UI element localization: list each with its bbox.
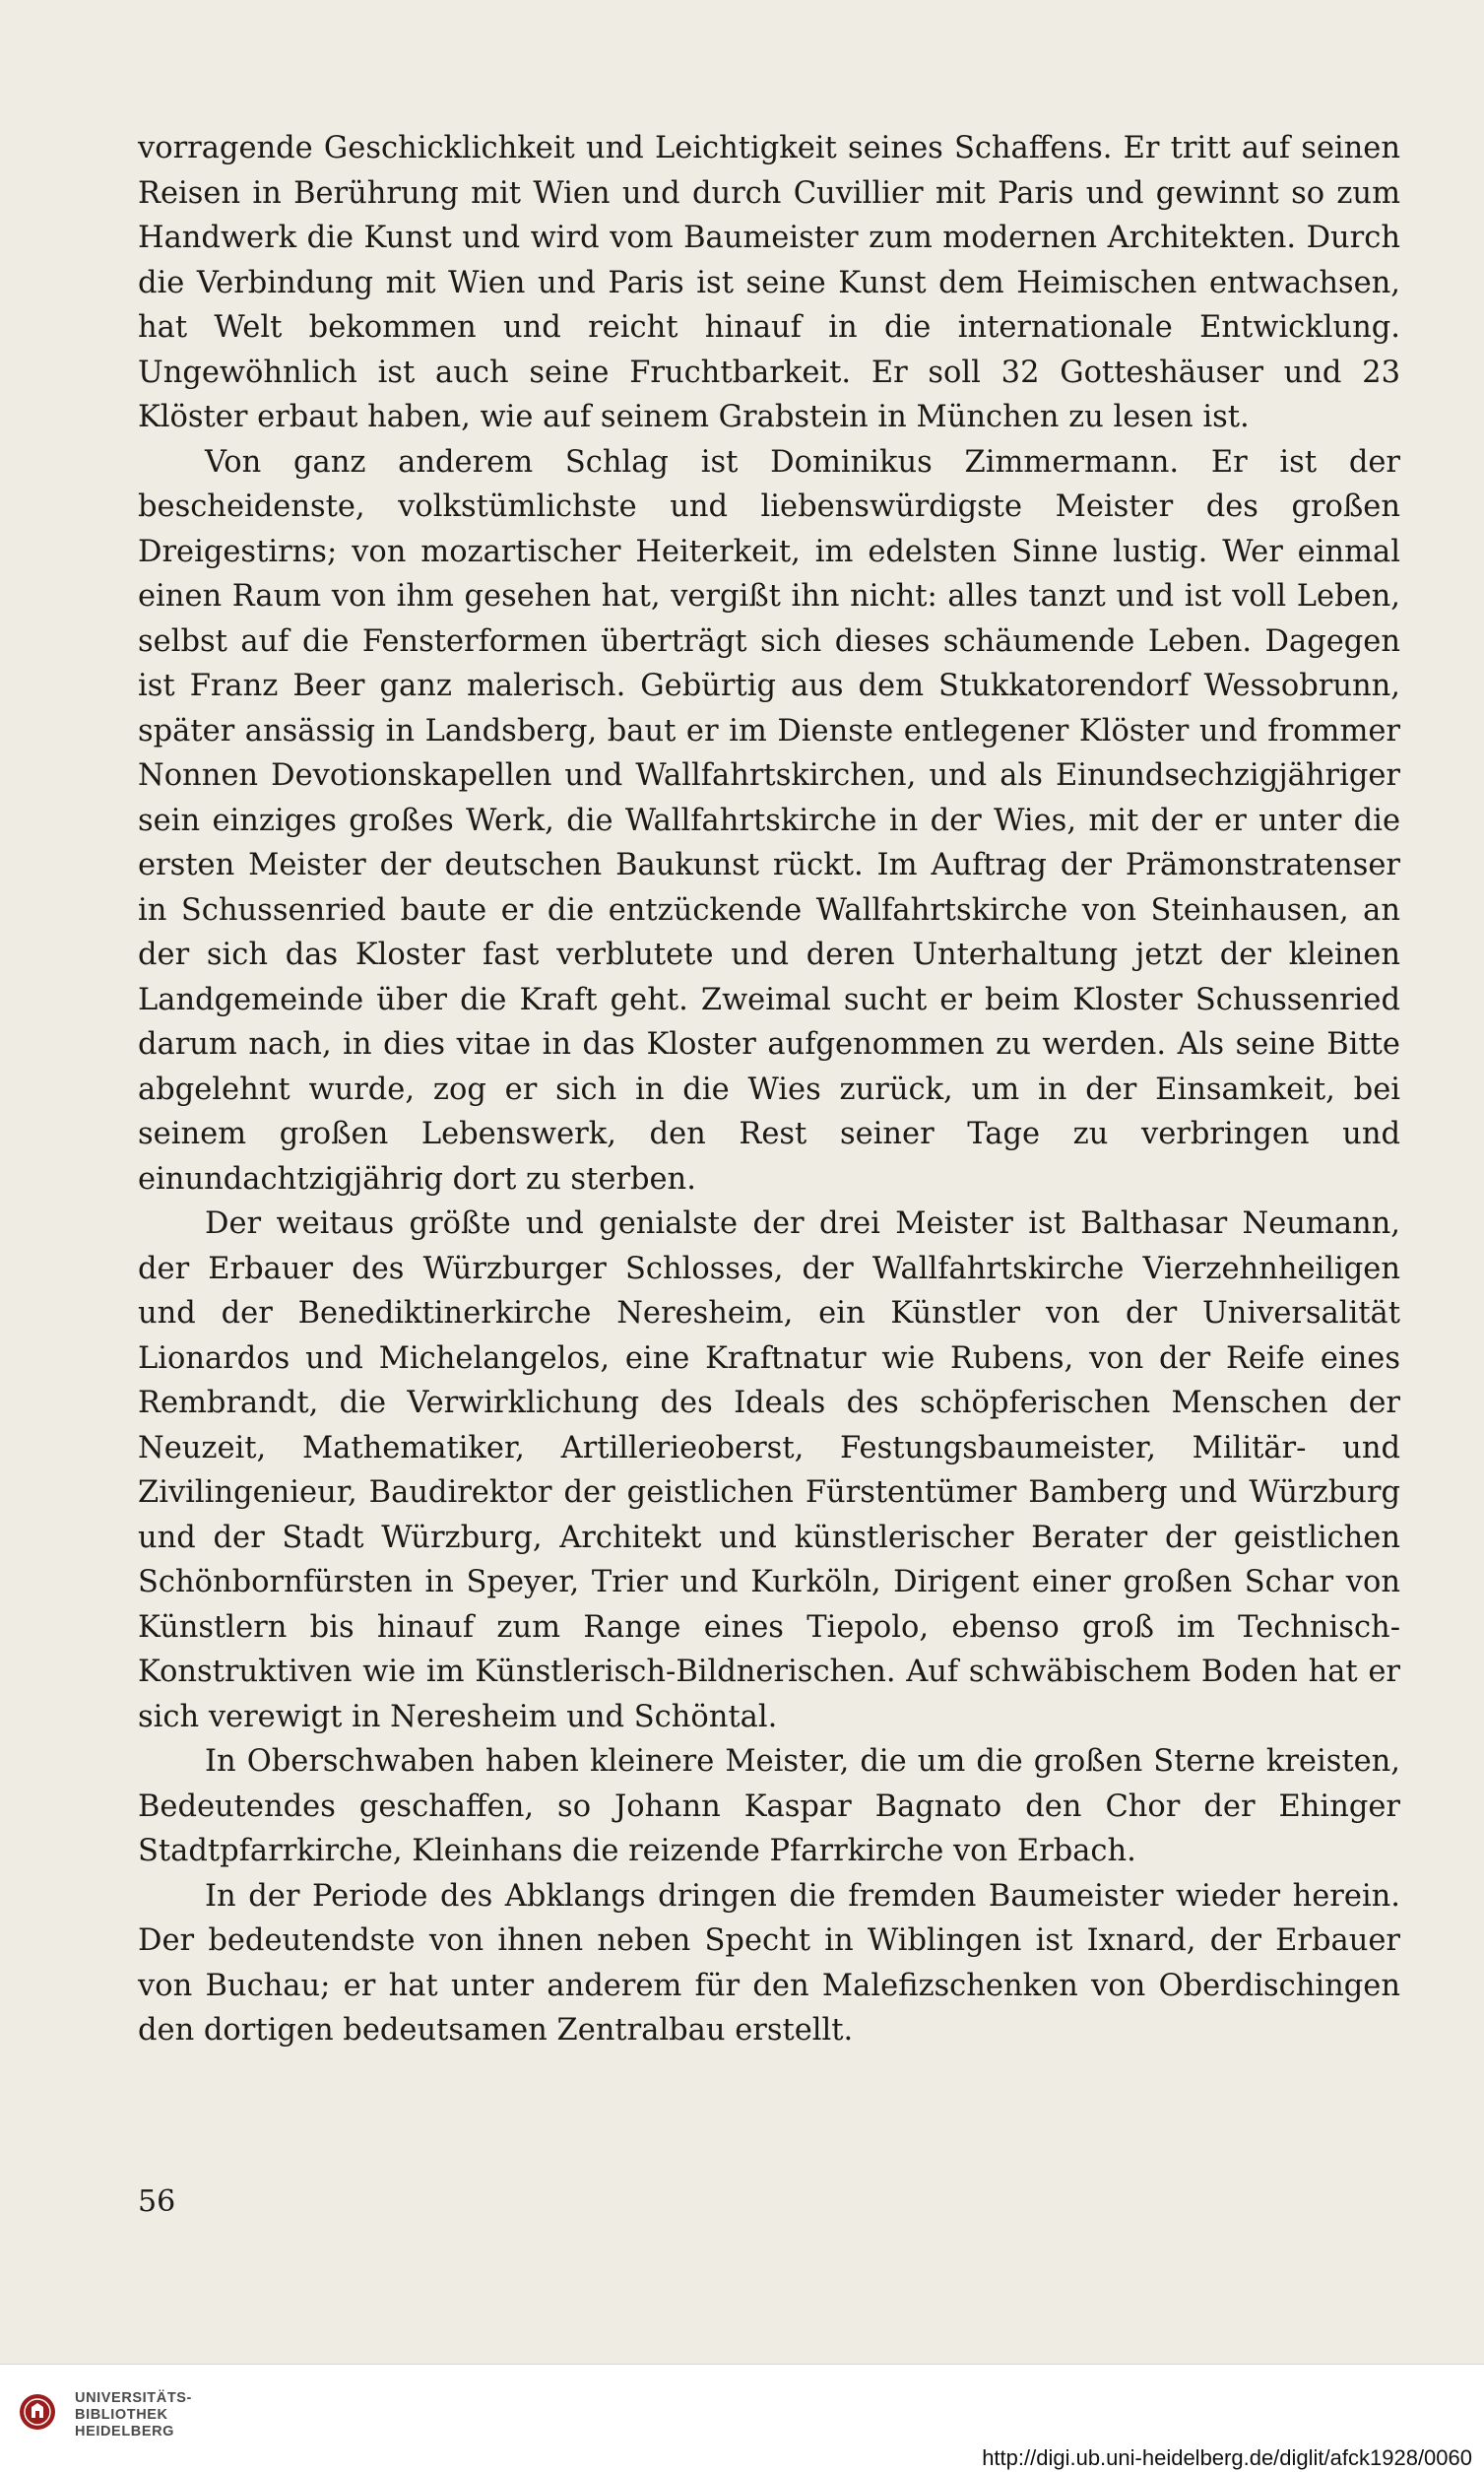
paragraph-5: In der Periode des Abklangs dringen die fremden Baumeister wieder herein. Der bedeutendste von ihnen neben Specht in Wiblingen ist Ixnard, der Erbauer von Buchau; er hat unter anderem für den Malefizschenken von Oberdischingen den dortigen bedeutsamen Zentralbau erstellt. <box>138 1878 1400 2048</box>
body-text <box>138 126 1400 2053</box>
library-name <box>75 2390 192 2440</box>
paragraph-1: vorragende Geschicklichkeit und Leichtigkeit seines Schaffens. Er tritt auf seinen Reisen in Berührung mit Wien und durch Cuvillier mit Paris und gewinnt so zum Handwerk die Kunst und wird vom Baumeister zum modernen Architekten. Durch die Verbindung mit Wien und Paris ist seine Kunst dem Heimischen entwachsen, hat Welt bekommen und reicht hinauf in die internationale Entwicklung. Ungewöhnlich ist auch seine Fruchtbarkeit. Er soll 32 Gotteshäuser und 23 Klöster erbaut haben, wie auf seinem Grabstein in München zu lesen ist. <box>138 131 1400 434</box>
library-name-line2: BIBLIOTHEK <box>75 2407 168 2423</box>
source-url-link[interactable]: http://digi.ub.uni-heidelberg.de/diglit/afck1928/0060 <box>982 2445 1472 2470</box>
heidelberg-university-seal-icon <box>18 2392 57 2432</box>
paragraph-3: Der weitaus größte und genialste der drei Meister ist Balthasar Neumann, der Erbauer des Würzburger Schlosses, der Wallfahrtskirche Vierzehnheiligen und der Benediktinerkirche Neresheim, ein Künstler von der Universalität Lionardos und Michelangelos, eine Kraftnatur wie Rubens, von der Reife eines Rembrandt, die Verwirklichung des Ideals des schöpferischen Menschen der Neuzeit, Mathematiker, Artillerieoberst, Festungsbaumeister, Militär- und Zivilingenieur, Baudirektor der geistlichen Fürstentümer Bamberg und Würzburg und der Stadt Würzburg, Architekt und künstlerischer Berater der geistlichen Schönbornfürsten in Speyer, Trier und Kurköln, Dirigent einer großen Schar von Künstlern bis hinauf zum Range eines Tiepolo, ebenso groß im Technisch-Konstruktiven wie im Künstlerisch-Bildnerischen. Auf schwäbischem Boden hat er sich verewigt in Neresheim und Schöntal. <box>138 1206 1400 1734</box>
library-name-line1: UNIVERSITÄTS- <box>75 2390 192 2406</box>
paragraph-2: Von ganz anderem Schlag ist Dominikus Zimmermann. Er ist der bescheidenste, volkstümlichste und liebenswürdigste Meister des großen Dreigestirns; von mozartischer Heiterkeit, im edelsten Sinne lustig. Wer einmal einen Raum von ihm gesehen hat, vergißt ihn nicht: alles tanzt und ist voll Leben, selbst auf die Fensterformen überträgt sich dieses schäumende Leben. Dagegen ist Franz Beer ganz malerisch. Gebürtig aus dem Stukkatorendorf Wessobrunn, später ansässig in Landsberg, baut er im Dienste entlegener Klöster und frommer Nonnen Devotionskapellen und Wallfahrtskirchen, und als Einundsechzigjähriger sein einziges großes Werk, die Wallfahrtskirche in der Wies, mit der er unter die ersten Meister der deutschen Baukunst rückt. Im Auftrag der Prämonstratenser in Schussenried baute er die entzückende Wallfahrtskirche von Steinhausen, an der sich das Kloster fast verblutete und deren Unterhaltung jetzt der kleinen Landgemeinde über die Kraft geht. Zweimal sucht er beim Kloster Schussenried darum nach, in dies vitae in das Kloster aufgenommen zu werden. Als seine Bitte abgelehnt wurde, zog er sich in die Wies zurück, um in der Einsamkeit, bei seinem großen Lebenswerk, den Rest seiner Tage zu verbringen und einundachtzigjährig dort zu sterben. <box>138 444 1400 1197</box>
footer-bar <box>0 2364 1484 2472</box>
page-number: 56 <box>138 2184 176 2219</box>
library-name-line3: HEIDELBERG <box>75 2424 175 2439</box>
paragraph-4: In Oberschwaben haben kleinere Meister, die um die großen Sterne kreisten, Bedeutendes geschaffen, so Johann Kaspar Bagnato den Chor der Ehinger Stadtpfarrkirche, Kleinhans die reizende Pfarrkirche von Erbach. <box>138 1744 1400 1868</box>
